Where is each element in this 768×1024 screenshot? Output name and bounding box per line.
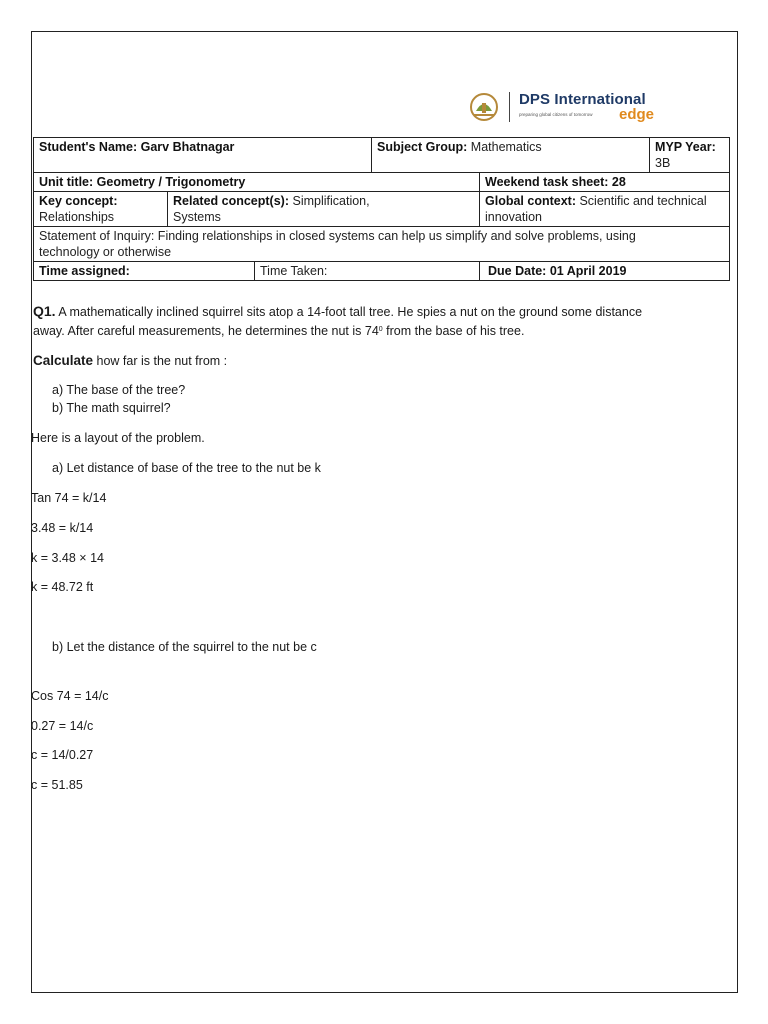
student-name-cell (34, 138, 372, 173)
student-info-table (33, 137, 730, 281)
global-context-label: Global context: (485, 194, 576, 208)
step-a-4: k = 48.72 ft (31, 580, 94, 594)
question-1-line-1 (33, 303, 642, 321)
unit-title-value: Geometry / Trigonometry (96, 175, 246, 189)
time-assigned-cell (34, 262, 255, 281)
step-b-4: c = 51.85 (31, 778, 83, 792)
option-b: b) The math squirrel? (52, 401, 171, 415)
layout-text: Here is a layout of the problem. (31, 431, 205, 445)
calculate-text: how far is the nut from : (96, 354, 228, 368)
option-a: a) The base of the tree? (52, 383, 186, 397)
logo-divider (509, 92, 510, 122)
unit-title-cell (34, 173, 480, 192)
due-date-cell (480, 262, 730, 281)
step-a-3: k = 3.48 × 14 (31, 551, 104, 565)
global-context-value-2: innovation (485, 210, 542, 224)
calculate-label: Calculate (33, 353, 94, 368)
step-a-1: Tan 74 = k/14 (31, 491, 107, 505)
subject-group-cell: Subject Group: Mathematics (372, 138, 650, 173)
student-name-value: Garv Bhatnagar (140, 140, 235, 154)
question-1-text-2a: away. After careful measurements, he determines the nut is 74 (33, 324, 379, 338)
row-unit (34, 173, 730, 192)
emblem-icon (467, 91, 501, 123)
time-taken-label: Time Taken: (260, 264, 328, 278)
calculate-line (33, 352, 227, 370)
myp-year-value: 3B (655, 156, 671, 170)
logo-tagline: preparing global citizens of tomorrow (519, 112, 593, 117)
step-b-2: 0.27 = 14/c (31, 719, 94, 733)
statement-line-2: technology or otherwise (39, 245, 172, 259)
global-context-value-1: Scientific and technical (579, 194, 707, 208)
logo-name: DPS International (519, 91, 646, 108)
question-1-label: Q1. (33, 303, 56, 319)
question-1-line-2 (33, 323, 524, 340)
step-b-1: Cos 74 = 14/c (31, 689, 109, 703)
degree-superscript: 0 (378, 326, 383, 333)
step-b-3: c = 14/0.27 (31, 748, 94, 762)
related-concepts-value-1: Simplification, (292, 194, 370, 208)
key-concept-value: Relationships (39, 210, 115, 224)
due-date-label: Due Date: 01 April 2019 (488, 264, 627, 278)
related-concepts-value-2: Systems (173, 210, 221, 224)
time-taken-cell (255, 262, 480, 281)
question-1-text-1: A mathematically inclined squirrel sits atop a 14-foot tall tree. He spies a nut on the ground some distance (58, 305, 643, 319)
row-time (34, 262, 730, 281)
weekend-task-cell (480, 173, 730, 192)
weekend-task-label: Weekend task sheet: (485, 175, 609, 189)
question-1-text-2b: from the base of his tree. (386, 324, 525, 338)
subject-group-value: Mathematics (470, 140, 542, 154)
subject-group-label: Subject Group (377, 140, 464, 154)
school-logo (465, 90, 665, 126)
statement-of-inquiry-cell (34, 227, 730, 262)
unit-title-label: Unit title: (39, 175, 94, 189)
related-concepts-label: Related concept(s): (173, 194, 289, 208)
weekend-task-value: 28 (611, 175, 626, 189)
related-concepts-cell (168, 192, 480, 227)
row-statement (34, 227, 730, 262)
student-name-label: Student's Name: (39, 140, 138, 154)
key-concept-cell (34, 192, 168, 227)
key-concept-label: Key concept: (39, 194, 118, 208)
step-a-2: 3.48 = k/14 (31, 521, 94, 535)
part-b-heading: b) Let the distance of the squirrel to the nut be c (52, 640, 317, 654)
statement-line-1: Statement of Inquiry: Finding relationships in closed systems can help us simplify and solve problems, using (39, 229, 636, 243)
logo-edge: edge (619, 106, 655, 123)
time-assigned-label: Time assigned: (39, 264, 130, 278)
global-context-cell (480, 192, 730, 227)
row-student (34, 138, 730, 173)
part-a-heading: a) Let distance of base of the tree to the nut be k (52, 461, 321, 475)
myp-year-label: MYP Year (655, 140, 712, 154)
row-concepts (34, 192, 730, 227)
myp-year-cell: MYP Year: 3B (650, 138, 730, 173)
